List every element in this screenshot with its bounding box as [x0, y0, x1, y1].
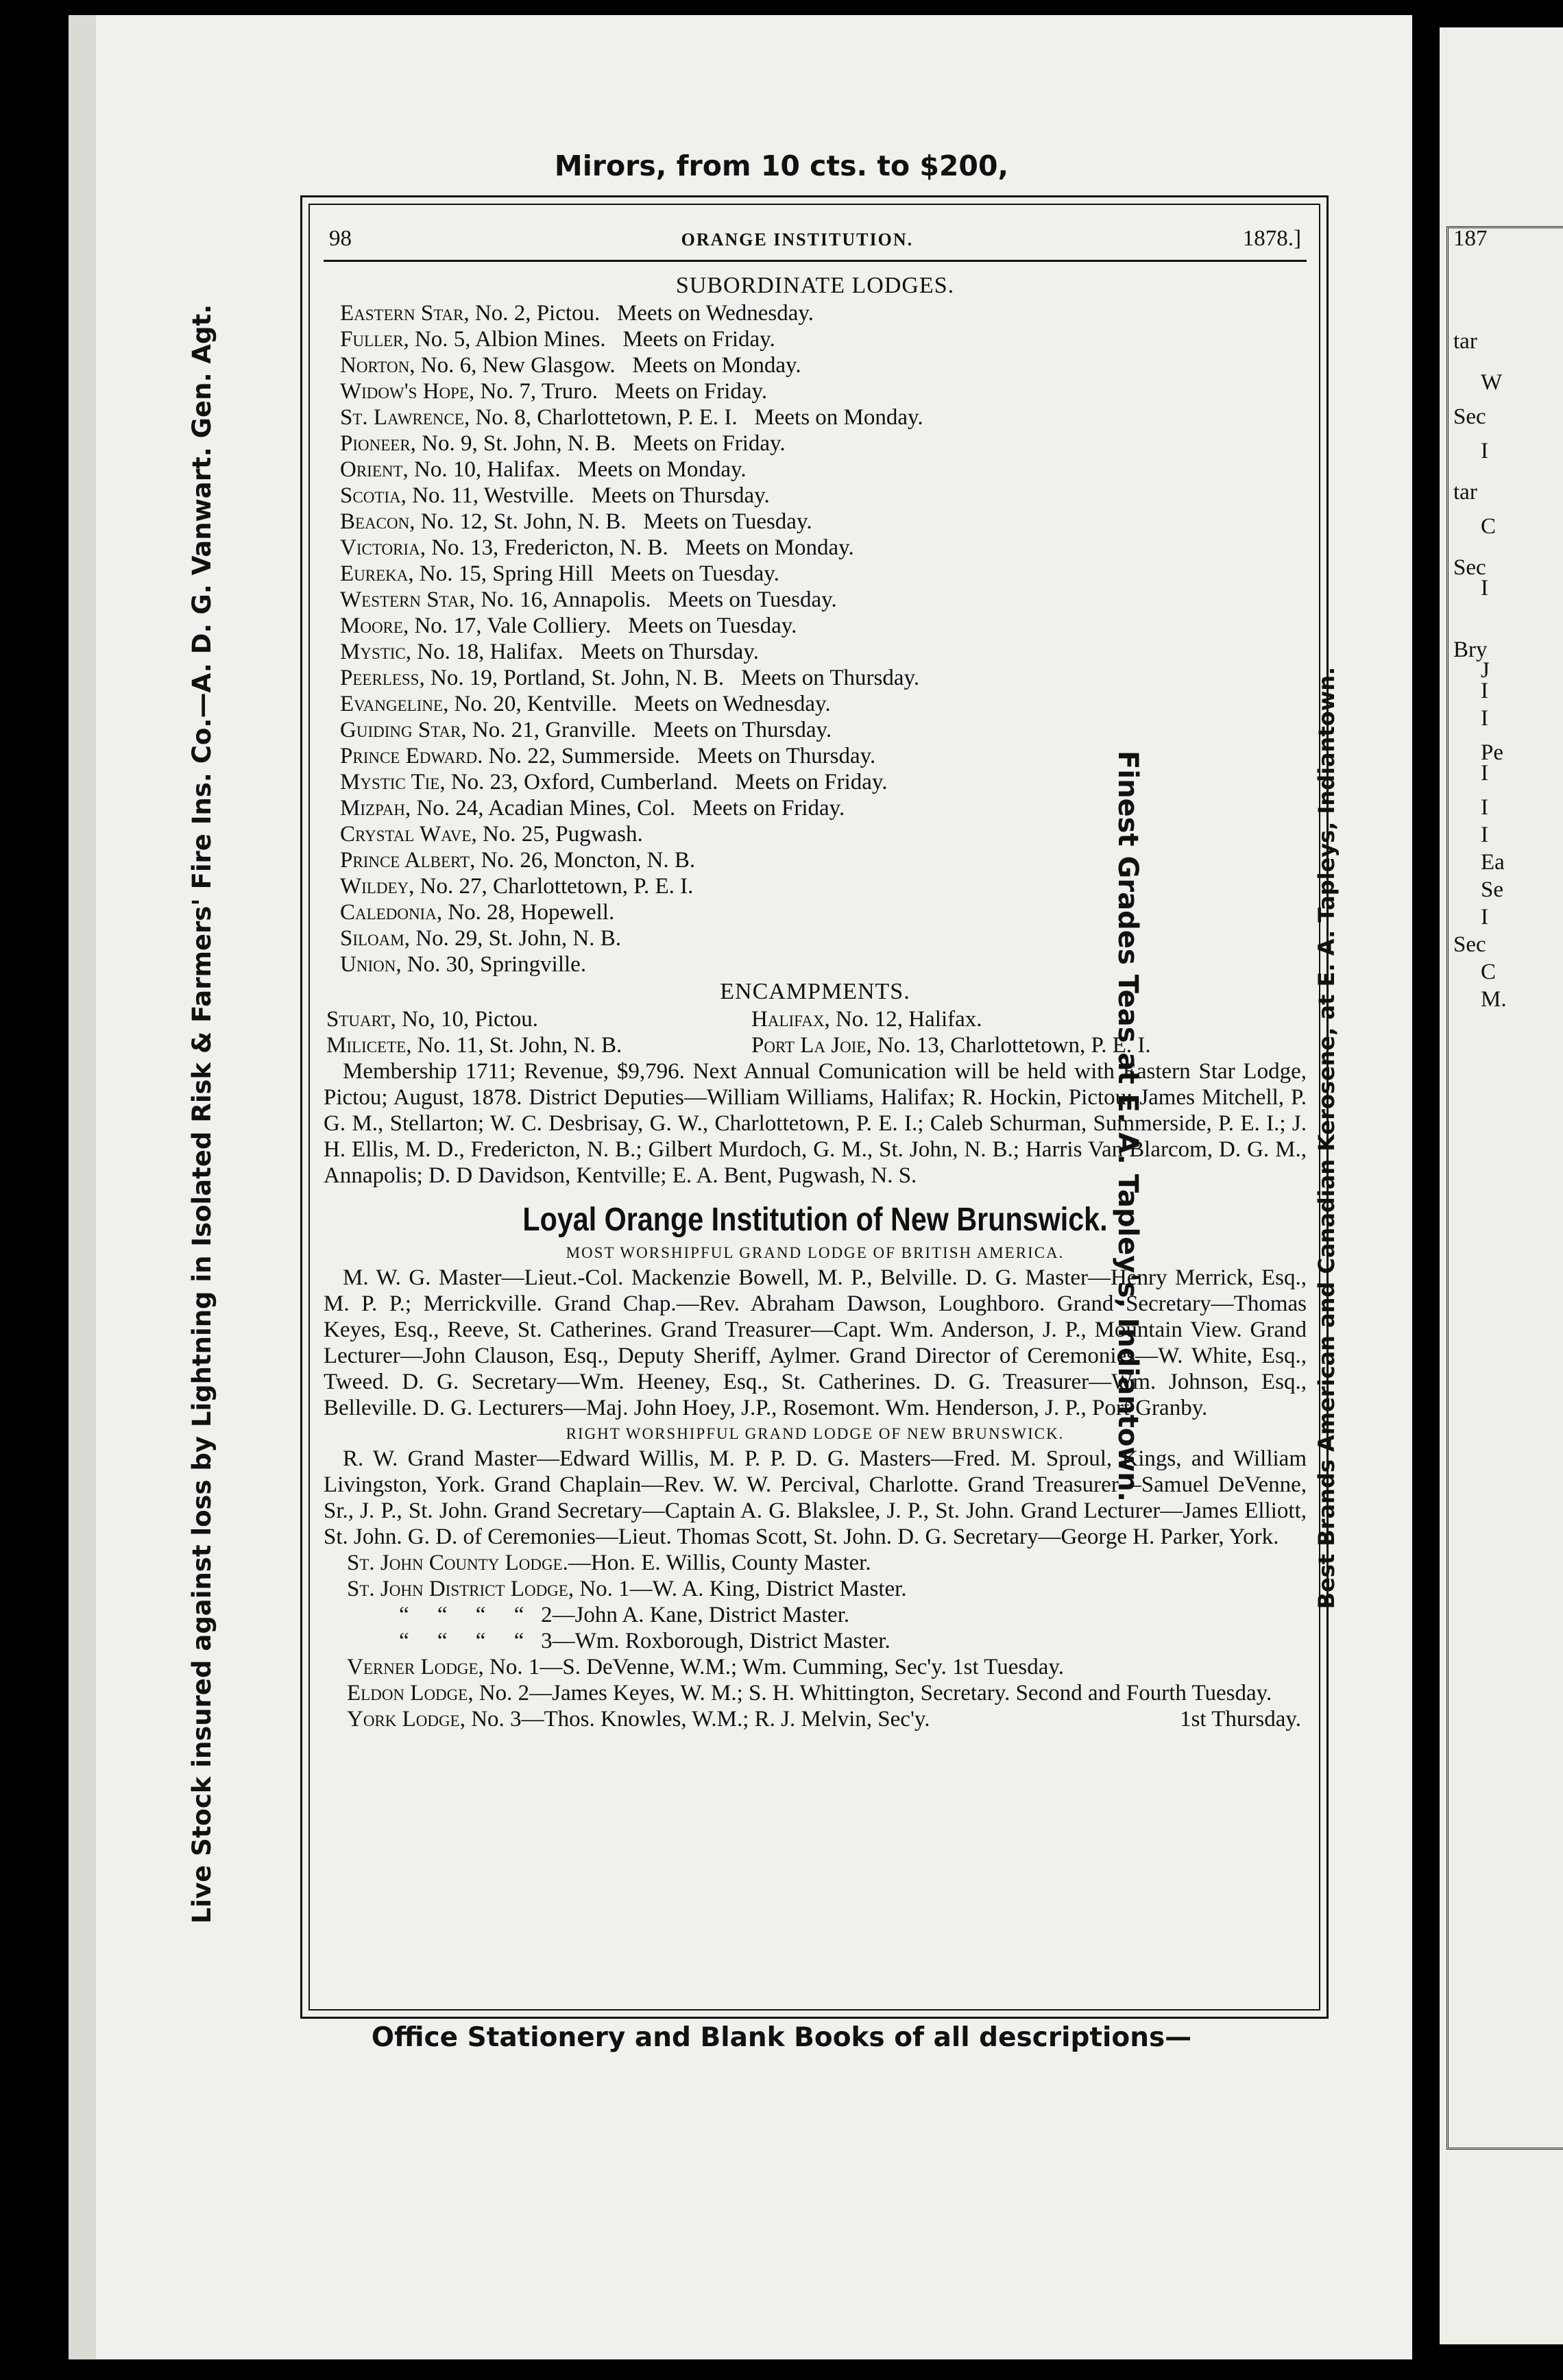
- lodge-details: , No. 16, Annapolis. Meets on Tuesday.: [469, 587, 837, 612]
- right-page-text-fragment: I: [1481, 761, 1488, 786]
- left-margin-advertisement: Live Stock insured against loss by Lightning in Isolated Risk & Farmers' Fire Ins. Co.—A. D. G. Vanwart. Gen. Agt.: [187, 304, 217, 1924]
- right-page-text-fragment: tar: [1453, 329, 1477, 354]
- lodge-details: , No. 2, Pictou. Meets on Wednesday.: [463, 301, 814, 326]
- right-margin-advertisement-teas: Finest Grades Teas at E. A. Tapley's, Indiantown.: [1112, 751, 1143, 1502]
- lodge-entry: [324, 378, 1307, 404]
- right-page-text-fragment: I: [1481, 679, 1488, 703]
- lodge-details: , No. 18, Halifax. Meets on Thursday.: [405, 640, 759, 664]
- lodge-entry: [324, 535, 1307, 561]
- page-number: 98: [329, 226, 352, 251]
- lodge-name: Mizpah: [340, 796, 405, 821]
- right-page-text-fragment: I: [1481, 905, 1488, 930]
- encampment-left: Stuart, No, 10, Pictou.: [326, 1007, 539, 1032]
- right-page-text-fragment: I: [1481, 439, 1488, 463]
- lodge-name: Prince Edward: [340, 744, 478, 768]
- lodge-details: , No. 9, St. John, N. B. Meets on Friday.: [410, 431, 786, 456]
- lodge-entry: [324, 587, 1307, 613]
- lodge-entry: [324, 613, 1307, 639]
- lodge-name: Caledonia: [340, 900, 437, 925]
- lodge-name: Wildey: [340, 874, 409, 899]
- lodge-details: , No. 15, Spring Hill Meets on Tuesday.: [408, 561, 779, 586]
- encampments-title: ENCAMPMENTS.: [720, 979, 910, 1004]
- eldon-lodge-line: Eldon Lodge, No. 2—James Keyes, W. M.; S. H. Whittington, Secretary. Second and Fourth Tuesday.: [347, 1681, 1272, 1705]
- lodge-name: Prince Albert: [340, 848, 470, 873]
- right-page-text-fragment: Ea: [1481, 850, 1505, 875]
- right-page-frame: [1446, 226, 1563, 2150]
- lodge-entry: [324, 847, 1307, 873]
- lodge-entry: [324, 925, 1307, 951]
- lodge-entry: [324, 430, 1307, 457]
- lodge-entry: [324, 795, 1307, 821]
- lodge-details: , No. 19, Portland, St. John, N. B. Meets on Thursday.: [419, 666, 920, 690]
- right-page-text-fragment: C: [1481, 514, 1497, 539]
- lodge-entry: [324, 951, 1307, 977]
- right-page-text-fragment: J: [1481, 658, 1490, 683]
- lodge-details: , No. 8, Charlottetown, P. E. I. Meets on Monday.: [463, 405, 923, 430]
- lodge-details: , No. 13, Fredericton, N. B. Meets on Monday.: [420, 535, 854, 560]
- header-year: 1878.]: [1242, 226, 1301, 251]
- bottom-advertisement: Office Stationery and Blank Books of all descriptions—: [371, 2022, 1192, 2053]
- lodge-name: Guiding Star: [340, 718, 461, 742]
- lodge-details: , No. 10, Halifax. Meets on Monday.: [402, 457, 747, 482]
- right-page-text-fragment: tar: [1453, 480, 1477, 505]
- encampment-right: Port La Joie, No. 13, Charlottetown, P. E. I.: [751, 1033, 1151, 1058]
- ditto-line: “ “ “ “ 3—Wm. Roxborough, District Master.: [399, 1629, 890, 1653]
- lodge-name: Mystic: [340, 640, 406, 664]
- york-lodge-line: York Lodge, No. 3—Thos. Knowles, W.M.; R. J. Melvin, Sec'y. 1st Thursday.: [347, 1707, 1301, 1732]
- lodge-details: , No. 28, Hopewell.: [436, 900, 615, 925]
- lodge-details: , No. 6, New Glasgow. Meets on Monday.: [409, 353, 801, 378]
- encampments-list: [324, 1006, 1307, 1058]
- lodge-details: , No. 21, Granville. Meets on Thursday.: [461, 718, 832, 742]
- lodge-entry: [324, 561, 1307, 587]
- lodge-details: , No. 23, Oxford, Cumberland. Meets on Friday.: [439, 770, 888, 794]
- lodge-entry: [324, 457, 1307, 483]
- right-page-text-fragment: Se: [1481, 877, 1503, 902]
- lodge-entry: [324, 509, 1307, 535]
- right-page-text-fragment: Pe: [1481, 740, 1503, 765]
- lodge-name: Orient: [340, 457, 403, 482]
- lodge-name: Pioneer: [340, 431, 411, 456]
- subordinate-lodges-list: [324, 300, 1307, 977]
- lodge-name: Moore: [340, 614, 403, 638]
- lodge-entry: [324, 300, 1307, 326]
- nb-institution-title: Loyal Orange Institution of New Brunswick.: [522, 1202, 1108, 1238]
- right-worshipful-paragraph: R. W. Grand Master—Edward Willis, M. P. P. D. G. Masters—Fred. M. Sproul, Kings, and William Livingston, York. Grand Chaplain—Rev. W. W. Percival, Charlotte. Grand Treasurer—Samuel DeVenne, Sr., J. P., St. John. Grand Secretary—Captain A. G. Blakslee, J. P., St. John. Grand Lecturer—James Elliott, St. John. G. D. of Ceremonies—Lieut. Thomas Scott, St. John. D. G. Secretary—George H. Parker, York.: [324, 1446, 1307, 1549]
- lodge-name: St. Lawrence: [340, 405, 464, 430]
- lodge-details: , No. 7, Truro. Meets on Friday.: [469, 379, 768, 404]
- lodge-name: Western Star: [340, 587, 470, 612]
- lodge-details: . No. 22, Summerside. Meets on Thursday.: [477, 744, 876, 768]
- county-lodge-line: St. John County Lodge.—Hon. E. Willis, County Master.: [347, 1551, 871, 1575]
- lodge-name: Peerless: [340, 666, 420, 690]
- lodge-entry: [324, 717, 1307, 743]
- lodge-entry: [324, 404, 1307, 430]
- lodge-name: Eastern Star: [340, 301, 464, 326]
- encampment-right: Halifax, No. 12, Halifax.: [751, 1007, 982, 1032]
- lodge-details: , No. 17, Vale Colliery. Meets on Tuesday.: [402, 614, 797, 638]
- lodge-entry: [324, 665, 1307, 691]
- lodge-name: Evangeline: [340, 692, 444, 716]
- ditto-line: “ “ “ “ 2—John A. Kane, District Master.: [399, 1603, 850, 1627]
- encampment-row: [324, 1032, 1307, 1058]
- lodge-details: , No. 25, Pugwash.: [471, 822, 643, 847]
- lodge-entry: [324, 873, 1307, 899]
- right-page-text-fragment: W: [1481, 370, 1503, 395]
- right-page-text-fragment: I: [1481, 706, 1488, 731]
- right-page-text-fragment: I: [1481, 795, 1488, 820]
- encampment-row: [324, 1006, 1307, 1032]
- lodge-name: Norton: [340, 353, 410, 378]
- running-title: ORANGE INSTITUTION.: [681, 230, 914, 250]
- lodge-details: , No. 29, St. John, N. B.: [404, 926, 622, 951]
- most-worshipful-title: MOST WORSHIPFUL GRAND LODGE OF BRITISH AMERICA.: [566, 1244, 1065, 1261]
- lodge-name: Crystal Wave: [340, 822, 472, 847]
- lodge-name: Union: [340, 952, 396, 977]
- lodge-entry: [324, 483, 1307, 509]
- right-page-text-fragment: I: [1481, 823, 1488, 847]
- top-advertisement: Mirors, from 10 cts. to $200,: [554, 149, 1009, 182]
- right-page-text-fragment: I: [1481, 576, 1488, 600]
- lodge-name: Scotia: [340, 483, 401, 508]
- district-lodge-line: St. John District Lodge, No. 1—W. A. King, District Master.: [347, 1577, 907, 1601]
- right-page-text-fragment: 187: [1453, 226, 1488, 251]
- right-page-text-fragment: Sec: [1453, 932, 1486, 957]
- page-content: [324, 226, 1307, 1732]
- header-rule: [324, 260, 1307, 262]
- lodge-details: , No. 27, Charlottetown, P. E. I.: [409, 874, 694, 899]
- lodge-entry: [324, 821, 1307, 847]
- lodge-entry: [324, 769, 1307, 795]
- encampment-left: Milicete, No. 11, St. John, N. B.: [326, 1033, 622, 1058]
- lodge-name: Eureka: [340, 561, 409, 586]
- verner-lodge-line: Verner Lodge, No. 1—S. DeVenne, W.M.; Wm. Cumming, Sec'y. 1st Tuesday.: [347, 1655, 1065, 1679]
- right-worshipful-title: RIGHT WORSHIPFUL GRAND LODGE OF NEW BRUNSWICK.: [566, 1425, 1065, 1442]
- membership-paragraph: Membership 1711; Revenue, $9,796. Next Annual Comunication will be held with Eastern Star Lodge, Pictou; August, 1878. District Deputies—William Williams, Halifax; R. Hockin, Pictou; James Mitchell, P. G. M., Stellarton; W. C. Desbrisay, G. W., Charlottetown, P. E. I.; Caleb Schurman, Summerside, P. E. I.; J. H. Ellis, M. D., Fredericton, N. B.; Gilbert Murdoch, G. M., St. John, N. B.; Harris Van Blarcom, D. G. M., Annapolis; D. D Davidson, Kentville; E. A. Bent, Pugwash, N. S.: [324, 1059, 1307, 1188]
- lodge-name: Victoria: [340, 535, 420, 560]
- lodge-details: , No. 5, Albion Mines. Meets on Friday.: [403, 327, 775, 352]
- lodge-name: Widow's Hope: [340, 379, 470, 404]
- lodge-details: , No. 24, Acadian Mines, Col. Meets on Friday.: [404, 796, 845, 821]
- lodge-name: Beacon: [340, 509, 410, 534]
- lodge-entry: [324, 352, 1307, 378]
- subordinate-lodges-title: SUBORDINATE LODGES.: [675, 273, 955, 298]
- right-page-text-fragment: Sec: [1453, 555, 1486, 580]
- right-page-text-fragment: Bry: [1453, 638, 1488, 662]
- lodge-name: Siloam: [340, 926, 404, 951]
- lodge-entry: [324, 326, 1307, 352]
- right-page-fragment: [1440, 27, 1563, 2344]
- page-edge: [69, 15, 96, 2359]
- right-margin-advertisement-kerosene: Best Brands American and Canadian Kerosene, at E. A. Tapleys, Indiantown.: [1313, 666, 1340, 1610]
- lodge-entry: [324, 691, 1307, 717]
- lodge-entry: [324, 899, 1307, 925]
- lodge-name: Fuller: [340, 327, 404, 352]
- lodge-details: , No. 20, Kentville. Meets on Wednesday.: [443, 692, 831, 716]
- right-page-text-fragment: M.: [1481, 987, 1507, 1012]
- lodge-details: , No. 11, Westville. Meets on Thursday.: [400, 483, 770, 508]
- running-header: [324, 226, 1307, 252]
- right-page-text-fragment: Sec: [1453, 404, 1486, 429]
- lodge-details: , No. 30, Springville.: [396, 952, 587, 977]
- most-worshipful-paragraph: M. W. G. Master—Lieut.-Col. Mackenzie Bowell, M. P., Belville. D. G. Master—Henry Merrick, Esq., M. P. P.; Merrickville. Grand Chap.—Rev. Abraham Dawson, Loughboro. Grand Secretary—Thomas Keyes, Esq., Reeve, St. Catherines. Grand Treasurer—Capt. Wm. Anderson, J. P., Mountain View. Grand Lecturer—John Clauson, Esq., Deputy Sheriff, Aylmer. Grand Director of Ceremonies—W. White, Esq., Tweed. D. G. Secretary—Wm. Heeney, Esq., St. Catherines. D. G. Treasurer—Wm. Johnson, Esq., Belleville. D. G. Lecturers—Maj. John Hoey, J.P., Rosemont. Wm. Henderson, J. P., Port Granby.: [324, 1265, 1307, 1420]
- lodge-entry: [324, 639, 1307, 665]
- right-page-text-fragment: C: [1481, 960, 1497, 984]
- lodge-details: , No. 12, St. John, N. B. Meets on Tuesday.: [409, 509, 812, 534]
- lodge-entry: [324, 743, 1307, 769]
- lodge-details: , No. 26, Moncton, N. B.: [470, 848, 696, 873]
- lodge-name: Mystic Tie: [340, 770, 440, 794]
